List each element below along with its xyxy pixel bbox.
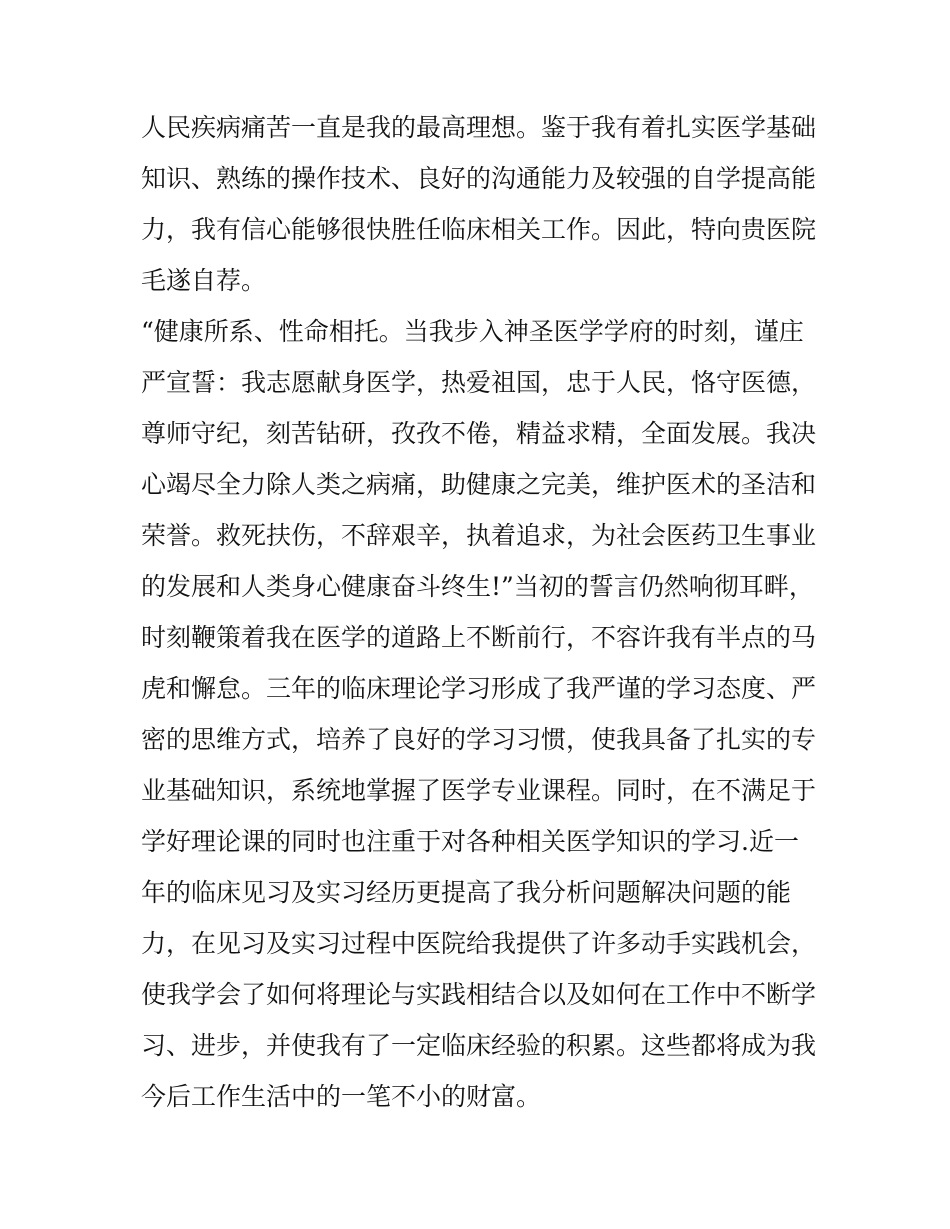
text-line: 业基础知识，系统地掌握了医学专业课程。同时，在不满足于 — [141, 776, 817, 805]
text-line: 荣誉。救死扶伤，不辞艰辛，执着追求，为社会医药卫生事业 — [141, 521, 817, 550]
text-line: 力，我有信心能够很快胜任临床相关工作。因此，特向贵医院 — [141, 215, 817, 244]
text-line: 尊师守纪，刻苦钻研，孜孜不倦，精益求精，全面发展。我决 — [141, 419, 817, 448]
text-line: 心竭尽全力除人类之病痛，助健康之完美，维护医术的圣洁和 — [141, 470, 817, 499]
text-line: 毛遂自荐。 — [141, 266, 267, 295]
text-line: 使我学会了如何将理论与实践相结合以及如何在工作中不断学 — [141, 980, 817, 1009]
text-line: 时刻鞭策着我在医学的道路上不断前行，不容许我有半点的马 — [141, 623, 817, 652]
text-line: 的发展和人类身心健康奋斗终生!”当初的誓言仍然响彻耳畔， — [141, 572, 814, 601]
text-line: 人民疾病痛苦一直是我的最高理想。鉴于我有着扎实医学基础 — [141, 113, 817, 142]
text-line: 知识、熟练的操作技术、良好的沟通能力及较强的自学提高能 — [141, 164, 817, 193]
text-line: 今后工作生活中的一笔不小的财富。 — [141, 1082, 542, 1111]
text-line: 严宣誓：我志愿献身医学，热爱祖国，忠于人民，恪守医德， — [141, 368, 817, 397]
text-line: 学好理论课的同时也注重于对各种相关医学知识的学习.近一 — [141, 827, 799, 856]
text-line: 密的思维方式，培养了良好的学习习惯，使我具备了扎实的专 — [141, 725, 817, 754]
text-line: 习、进步，并使我有了一定临床经验的积累。这些都将成为我 — [141, 1031, 817, 1060]
text-line: “健康所系、性命相托。当我步入神圣医学学府的时刻，谨庄 — [141, 317, 804, 346]
body-text — [141, 102, 821, 1122]
text-line: 力，在见习及实习过程中医院给我提供了许多动手实践机会， — [141, 929, 817, 958]
text-line: 虎和懈怠。三年的临床理论学习形成了我严谨的学习态度、严 — [141, 674, 817, 703]
text-line: 年的临床见习及实习经历更提高了我分析问题解决问题的能 — [141, 878, 792, 907]
